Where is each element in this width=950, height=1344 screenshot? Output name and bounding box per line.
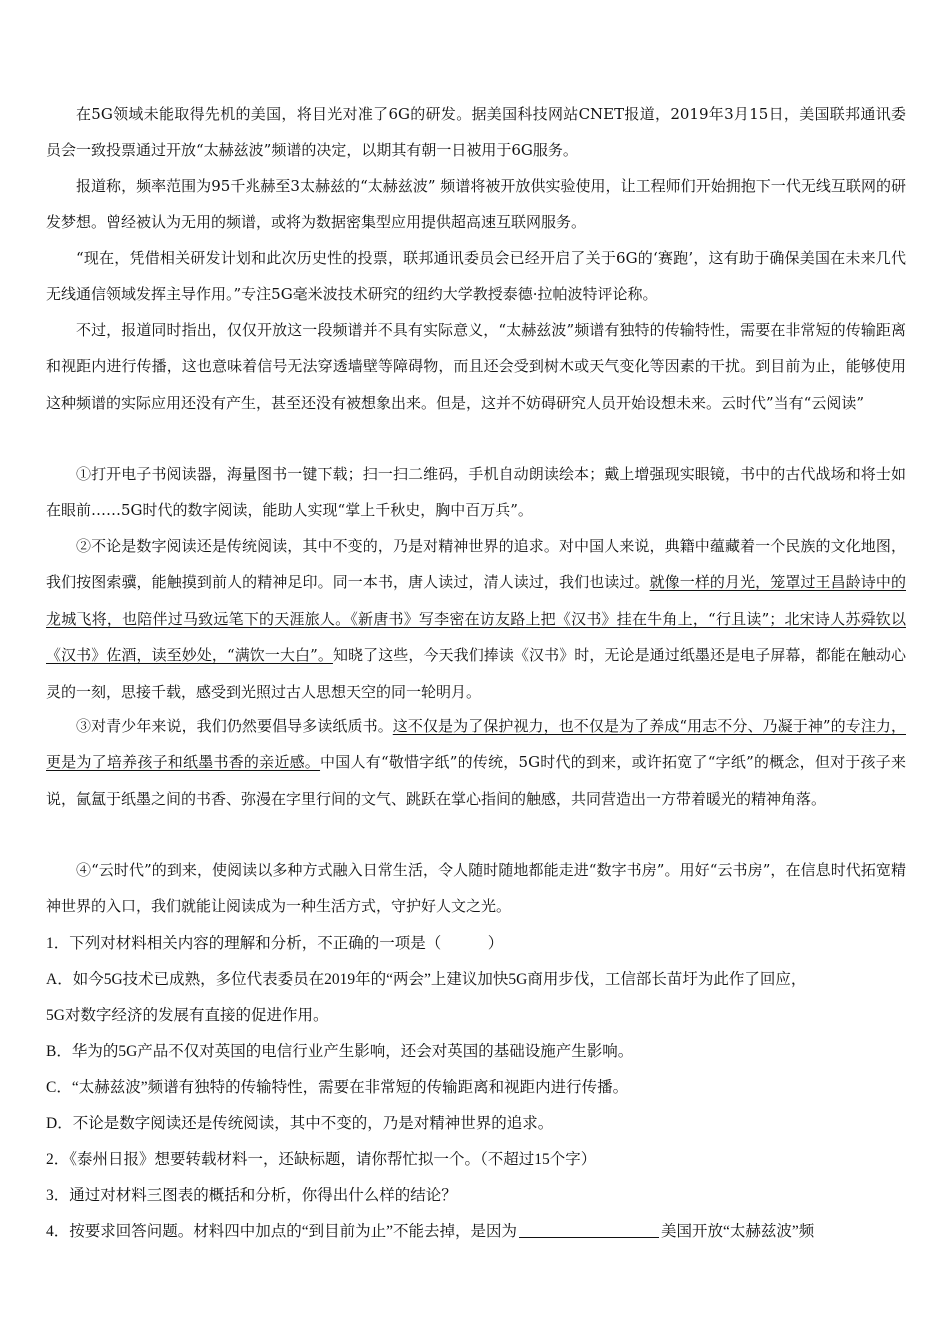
question-1: 1．下列对材料相关内容的理解和分析，不正确的一项是（ ） bbox=[46, 935, 504, 952]
paragraph-6-text-end: 知晓了这些，今天我们捧读《汉书》时，无论是通过纸墨还是电子屏幕，都能在触动心灵的一刻，思接千载，感受到光照过古人思想天空的同一轮明月。 bbox=[46, 646, 906, 701]
answer-blank[interactable] bbox=[519, 1222, 659, 1239]
passage-paragraph-7 bbox=[46, 708, 906, 817]
passage-paragraph-3: “现在，凭借相关研发计划和此次历史性的投票，联邦通讯委员会已经开启了关于6G的‘赛跑’，这有助于确保美国在未来几代无线通信领域发挥主导作用。”专注5G毫米波技术研究的纽约大学教授泰德·拉帕波特评论称。 bbox=[46, 249, 906, 304]
underlined-sentence-paper-books: 这不仅是为了保护视力，也不仅是为了养成“用志不分、乃凝于神”的专注力，更是为了培养孩子和纸墨书香的亲近感。 bbox=[46, 717, 906, 772]
passage-paragraph-5: ①打开电子书阅读器，海量图书一键下载；扫一扫二维码，手机自动朗读绘本；戴上增强现实眼镜，书中的古代战场和将士如在眼前……5G时代的数字阅读，能助人实现“掌上千秋史，胸中百万兵”。 bbox=[46, 465, 906, 520]
question-4-prompt-continued: 美国开放“太赫兹波”频 bbox=[661, 1223, 815, 1240]
question-1-option-d: D．不论是数字阅读还是传统阅读，其中不变的，乃是对精神世界的追求。 bbox=[46, 1115, 554, 1132]
question-1-option-a-continued: 5G对数字经济的发展有直接的促进作用。 bbox=[46, 1007, 329, 1024]
question-4 bbox=[46, 1214, 916, 1251]
paragraph-7-text-end: 中国人有“敬惜字纸”的传统，5G时代的到来，或许拓宽了“字纸”的概念，但对于孩子来说，氤氲于纸墨之间的书香、弥漫在字里行间的文气、跳跃在掌心指间的触感，共同营造出一方带着暖光的精神角落。 bbox=[46, 753, 906, 808]
question-4-prompt: 4．按要求回答问题。材料四中加点的“到目前为止”不能去掉，是因为 bbox=[46, 1223, 518, 1240]
underlined-sentence-moonlight: 就像一样的月光，笼罩过王昌龄诗中的龙城飞将，也陪伴过马致远笔下的天涯旅人。《新唐书》写李密在访友路上把《汉书》挂在牛角上，“行且读”；北宋诗人苏舜钦以《汉书》佐酒，读至妙处，“满饮一大白”。 bbox=[46, 573, 906, 665]
passage-paragraph-6 bbox=[46, 528, 906, 710]
passage-paragraph-4: 不过，报道同时指出，仅仅开放这一段频谱并不具有实际意义，“太赫兹波”频谱有独特的传输特性，需要在非常短的传输距离和视距内进行传播，这也意味着信号无法穿透墙壁等障碍物，而且还会受到树木或天气变化等因素的干扰。到目前为止，能够使用这种频谱的实际应用还没有产生，甚至还没有被想象出来。但是，这并不妨碍研究人员开始设想未来。云时代”当有“云阅读” bbox=[46, 321, 906, 412]
passage-paragraph-1: 在5G领域未能取得先机的美国，将目光对准了6G的研发。据美国科技网站CNET报道，2019年3月15日，美国联邦通讯委员会一致投票通过开放“太赫兹波”频谱的决定，以期其有朝一日被用于6G服务。 bbox=[46, 105, 906, 160]
passage-paragraph-2: 报道称，频率范围为95千兆赫至3太赫兹的“太赫兹波” 频谱将被开放供实验使用，让工程师们开始拥抱下一代无线互联网的研发梦想。曾经被认为无用的频谱，或将为数据密集型应用提供超高速互联网服务。 bbox=[46, 177, 906, 232]
question-1-option-c: C．“太赫兹波”频谱有独特的传输特性，需要在非常短的传输距离和视距内进行传播。 bbox=[46, 1079, 629, 1096]
question-3: 3．通过对材料三图表的概括和分析，你得出什么样的结论？ bbox=[46, 1187, 457, 1204]
paragraph-6-text-start: ②不论是数字阅读还是传统阅读，其中不变的，乃是对精神世界的追求。对中国人来说，典籍中蕴藏着一个民族的文化地图，我们按图索骥，能触摸到前人的精神足印。同一本书，唐人读过，清人读过，我们也读过。 bbox=[46, 537, 906, 592]
question-2: 2．《泰州日报》想要转载材料一，还缺标题，请你帮忙拟一个。（不超过15个字） bbox=[46, 1151, 597, 1168]
passage-paragraph-8: ④“云时代”的到来，使阅读以多种方式融入日常生活，令人随时随地都能走进“数字书房”。用好“云书房”，在信息时代拓宽精神世界的入口，我们就能让阅读成为一种生活方式，守护好人文之光。 bbox=[46, 861, 906, 916]
question-1-option-b: B．华为的5G产品不仅对英国的电信行业产生影响，还会对英国的基础设施产生影响。 bbox=[46, 1043, 634, 1060]
paragraph-7-text-start: ③对青少年来说，我们仍然要倡导多读纸质书。 bbox=[76, 717, 393, 735]
question-1-option-a: A．如今5G技术已成熟，多位代表委员在2019年的“两会”上建议加快5G商用步伐，工信部长苗圩为此作了回应， bbox=[46, 971, 807, 988]
